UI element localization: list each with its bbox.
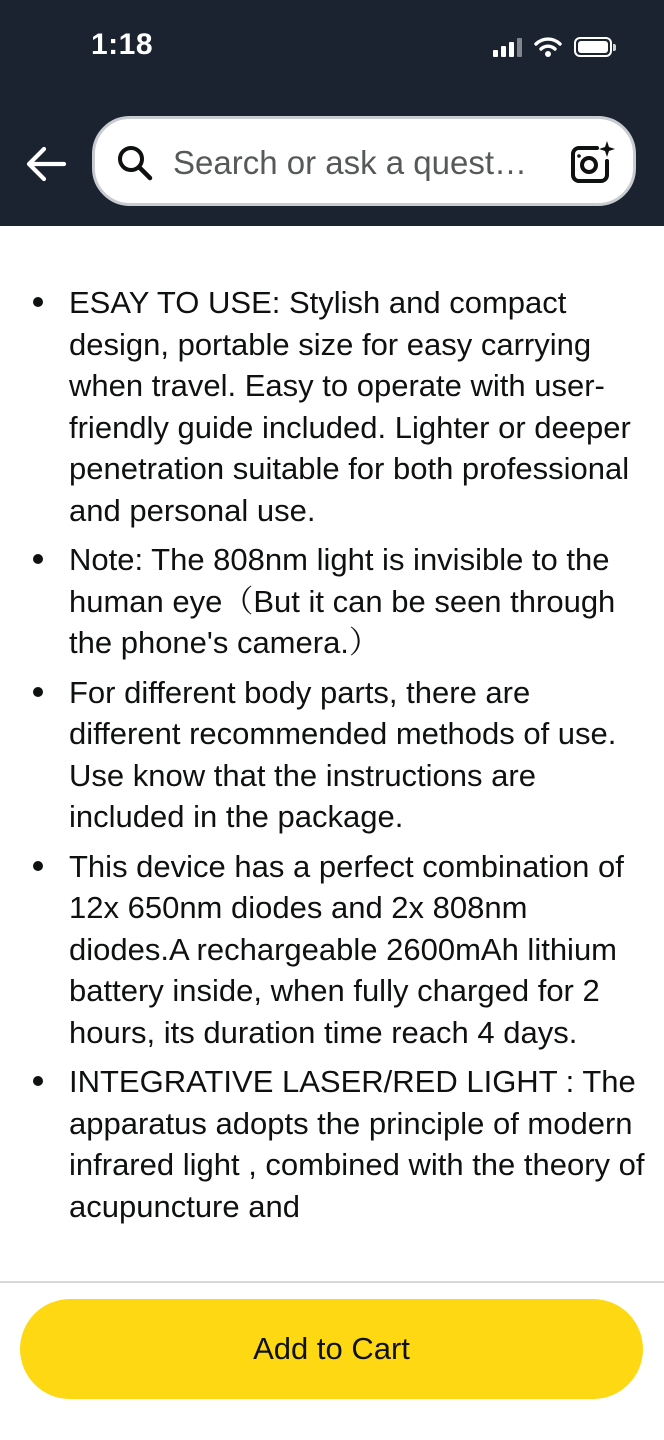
bottom-action-bar [0, 1281, 664, 1440]
add-to-cart-button[interactable]: Add to Cart [20, 1299, 643, 1399]
top-header [0, 0, 664, 226]
list-item: ESAY TO USE: Stylish and compact design, portable size for easy carrying when travel. Easy to operate with user-friendly guide included. Lighter or deeper penetration suitable for both professional and personal use. [0, 282, 664, 531]
list-item: This device has a perfect combination of 12x 650nm diodes and 2x 808nm diodes.A rechargeable 2600mAh lithium battery inside, when fully charged for 2 hours, its duration time reach 4 days. [0, 846, 664, 1054]
back-arrow-icon[interactable] [22, 140, 70, 188]
search-icon [115, 143, 155, 183]
status-time: 1:18 [91, 28, 154, 61]
status-icons [493, 36, 612, 58]
list-item: For different body parts, there are different recommended methods of use. Use know that the instructions are included in the package. [0, 672, 664, 838]
battery-icon [574, 37, 612, 57]
search-bar[interactable] [92, 116, 636, 206]
list-item: INTEGRATIVE LASER/RED LIGHT : The apparatus adopts the principle of modern infrared light , combined with the theory of acupuncture and [0, 1061, 664, 1227]
wifi-icon [534, 36, 562, 58]
product-description [0, 226, 664, 1281]
list-item: Note: The 808nm light is invisible to the human eye（But it can be seen through the phone's camera.） [0, 539, 664, 664]
camera-search-icon[interactable] [567, 139, 615, 187]
feature-bullet-list [0, 282, 664, 1235]
cellular-signal-icon [493, 37, 522, 57]
search-input[interactable] [173, 139, 553, 187]
